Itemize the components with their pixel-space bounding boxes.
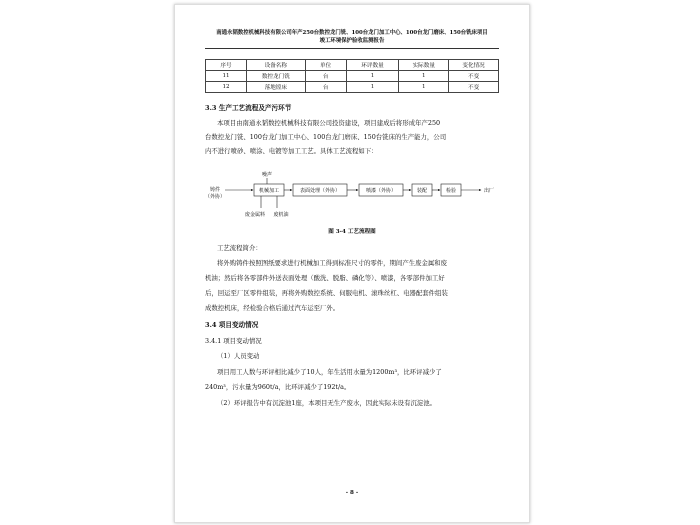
col-header: 单位 — [305, 60, 346, 71]
noise-label: 噪声 — [261, 172, 273, 178]
table-cell: 1 — [399, 71, 449, 82]
page-number: - 8 - — [345, 490, 359, 496]
table-row — [206, 71, 499, 82]
flow-step-label: 检验 — [445, 188, 457, 194]
process-flowchart — [205, 170, 499, 220]
paragraph-line: 机油；然后将各零部件外送表面处理（酸洗、脱脂、磷化等）、喷漆，各零部件加工好 — [205, 274, 445, 282]
header-divider — [205, 48, 499, 49]
paragraph-line: 240m³，污水量为960t/a，比环评减少了192t/a。 — [205, 383, 351, 391]
list-item: （2）环评报告中有沉淀池1座，本项目无生产废水，因此实际未设有沉淀池。 — [217, 399, 437, 407]
paragraph-line: 内不进行喷砂、喷涂、电镀等加工工艺。具体工艺流程如下： — [205, 147, 378, 155]
flow-step-label: 机械加工 — [258, 188, 280, 194]
flow-step-label: 装配 — [416, 188, 428, 194]
flow-step-label: 表面处理（外协） — [299, 188, 341, 194]
paragraph-line: 项目用工人数与环评相比减少了10人，年生活用水量为1200m³，比环评减少了 — [217, 368, 442, 376]
table-cell: 1 — [399, 82, 449, 93]
paragraph-line: 台数控龙门铣、100台龙门加工中心、100台龙门磨床、150台铣床的生产能力，公司 — [205, 133, 447, 141]
equipment-table — [205, 59, 499, 93]
table-cell: 不变 — [449, 82, 499, 93]
table-cell: 台 — [305, 82, 346, 93]
paragraph-line: 将外购铸件按照图纸要求进行机械加工得到标准尺寸的零件，期间产生废金属和废 — [217, 259, 448, 267]
table-cell: 数控龙门铣 — [247, 71, 306, 82]
figure-caption: 图 3-4 工艺流程图 — [328, 229, 376, 235]
table-cell: 台 — [305, 71, 346, 82]
flow-output-label: 出厂 — [483, 188, 495, 194]
col-header: 实际数量 — [399, 60, 449, 71]
flow-step-label: 喷漆（外协） — [365, 188, 397, 194]
paragraph-line: 成数控机床，经检验合格后通过汽车运至厂外。 — [205, 304, 340, 312]
paragraph-line: 后，回运至厂区零件组装，再将外购数控系统、伺服电机、滚珠丝杠、电器配套件组装 — [205, 289, 448, 297]
section-3-3-title: 3.3 生产工艺流程及产污环节 — [205, 104, 292, 112]
header-line-1: 南通永韬数控机械科技有限公司年产250台数控龙门铣、100台龙门加工中心、100台龙门磨床、150台铣床项目 — [216, 30, 488, 36]
table-cell: 12 — [206, 82, 247, 93]
subsection-title: 3.4.1 项目变动情况 — [205, 337, 262, 345]
table-row — [206, 82, 499, 93]
table-cell: 11 — [206, 71, 247, 82]
process-desc-title: 工艺流程简介： — [217, 244, 262, 252]
document-page — [174, 4, 530, 523]
waste-label: 废机油 — [273, 212, 289, 218]
list-item: （1）人员变动 — [217, 352, 260, 360]
report-header — [205, 29, 499, 45]
section-3-4-title: 3.4 项目变动情况 — [205, 321, 259, 329]
paragraph-line: 本项目由南通永韬数控机械科技有限公司投资建设，项目建成后将形成年产250 — [217, 119, 441, 127]
flow-input-label: 铸件 — [209, 187, 221, 193]
table-cell: 不变 — [449, 71, 499, 82]
table-cell: 1 — [346, 82, 399, 93]
col-header: 环评数量 — [346, 60, 399, 71]
header-line-2: 竣工环境保护验收监测报告 — [319, 38, 385, 44]
flow-input-sub: （外协） — [205, 194, 226, 200]
table-header-row — [206, 60, 499, 71]
table-cell: 落地镗床 — [247, 82, 306, 93]
col-header: 设备名称 — [247, 60, 306, 71]
col-header: 序号 — [206, 60, 247, 71]
col-header: 变化情况 — [449, 60, 499, 71]
table-cell: 1 — [346, 71, 399, 82]
waste-label: 废金属料 — [244, 212, 266, 218]
